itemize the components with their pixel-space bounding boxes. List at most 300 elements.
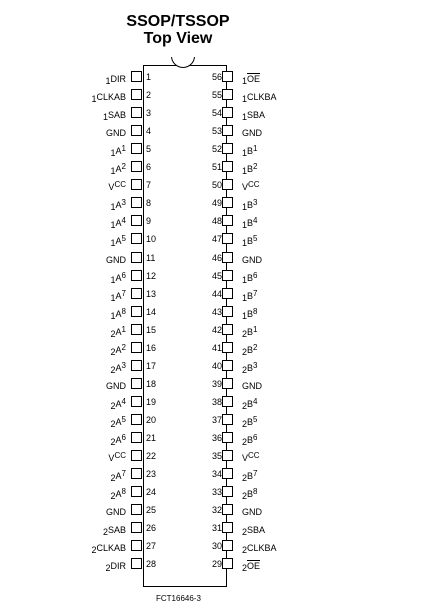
pin-pad <box>131 252 142 263</box>
pin-label <box>111 435 126 446</box>
pin-label <box>242 182 260 193</box>
pin-pad <box>222 540 233 551</box>
pin-label-pre: 1 <box>91 94 97 105</box>
pin-label-mid: GND <box>242 507 262 518</box>
pin-number: 10 <box>146 234 157 245</box>
pin-number: 14 <box>146 306 157 317</box>
pin-number: 8 <box>146 198 152 209</box>
pin-label-suf: 3 <box>253 360 258 370</box>
pin-number: 19 <box>146 396 157 407</box>
pin-label-pre: 2 <box>242 418 248 429</box>
pin-pad <box>222 324 233 335</box>
pin-pad <box>222 288 233 299</box>
pin-label <box>242 396 258 411</box>
pin-pad <box>222 71 233 82</box>
pin-number: 17 <box>146 360 157 371</box>
pin-number: 55 <box>211 90 222 101</box>
pin-label-suf: CC <box>114 180 126 190</box>
pin-label-pre: 2 <box>242 437 248 447</box>
pin-pad <box>131 179 142 190</box>
pin-label-mid: A <box>115 362 122 373</box>
pin-label <box>110 270 126 285</box>
pin-label-suf: 3 <box>121 360 126 370</box>
pin-label-mid: SBA <box>247 525 266 536</box>
pin-number: 21 <box>146 433 157 443</box>
pin-pad <box>222 504 233 515</box>
pin-label-suf: 6 <box>121 433 126 442</box>
pin-label <box>111 471 126 482</box>
pin-label <box>242 342 258 357</box>
pin-number: 50 <box>211 180 222 191</box>
pin-number: 26 <box>146 523 157 534</box>
pin-pad <box>222 558 233 569</box>
pin-pad <box>131 522 142 533</box>
pin-label-pre: 1 <box>110 310 116 321</box>
pin-pad <box>222 89 233 100</box>
pin-label <box>242 255 262 265</box>
pin-label-mid: B <box>247 489 254 500</box>
package-notch <box>171 57 195 73</box>
pin-number: 1 <box>146 72 152 82</box>
pin-pad <box>222 342 233 353</box>
pin-label-suf: CC <box>248 451 260 461</box>
pin-number: 27 <box>146 541 157 552</box>
pin-number: 51 <box>211 162 222 173</box>
pin-pad <box>222 522 233 533</box>
pin-label-mid: GND <box>242 254 262 265</box>
pin-label-mid: A <box>115 290 122 301</box>
pin-label-suf: 4 <box>121 396 126 406</box>
pin-pad <box>222 161 233 172</box>
pin-number: 12 <box>146 270 157 281</box>
pin-number: 34 <box>211 469 222 480</box>
pin-number: 11 <box>146 252 156 263</box>
pin-label-mid: $\overline{OE}$ <box>247 74 261 84</box>
pin-pad <box>222 378 233 389</box>
pin-label-pre: 2 <box>102 527 108 538</box>
pin-pad <box>131 558 142 569</box>
pin-pad <box>131 233 142 244</box>
pin-label-pre: 1 <box>105 76 111 86</box>
pin-label <box>91 543 126 556</box>
pin-label-mid: DIR <box>110 561 126 572</box>
pin-number: 52 <box>211 144 222 155</box>
pin-label-mid: A <box>115 344 122 355</box>
pin-label-suf: CC <box>114 451 126 461</box>
pin-label <box>106 381 126 391</box>
pin-label <box>242 561 261 574</box>
pin-label <box>242 324 258 339</box>
pin-pad <box>131 486 142 497</box>
pin-label-mid: SAB <box>107 110 126 121</box>
pin-label-mid: A <box>115 416 122 427</box>
pin-pad <box>131 306 142 317</box>
pin-number: 31 <box>211 523 222 534</box>
pin-label-mid: B <box>247 435 254 445</box>
pin-label-suf: 8 <box>253 306 258 316</box>
pin-pad <box>222 107 233 118</box>
pin-label-mid: CLKAB <box>96 92 126 103</box>
pin-number: 4 <box>146 126 152 137</box>
pin-label-pre: 1 <box>102 112 108 123</box>
pin-label-pre: 1 <box>110 238 116 249</box>
pin-label-suf: 1 <box>253 324 258 334</box>
pin-pad <box>131 270 142 281</box>
pin-label <box>242 146 257 157</box>
pin-pad <box>131 107 142 118</box>
pin-label-mid: V <box>108 453 115 464</box>
pin-number: 41 <box>211 342 222 353</box>
pin-label <box>242 414 258 429</box>
pin-number: 32 <box>211 505 222 516</box>
pin-label-suf: 6 <box>121 270 126 280</box>
pin-label <box>102 110 126 123</box>
pin-number: 9 <box>146 216 152 227</box>
pin-pad <box>222 396 233 407</box>
pin-label-mid: A <box>115 164 122 175</box>
pin-label <box>242 453 260 464</box>
pin-label-mid: CLKAB <box>96 543 126 554</box>
pin-label <box>111 146 126 157</box>
pin-number: 33 <box>211 487 222 498</box>
pin-label-pre: 1 <box>242 148 248 159</box>
pin-label <box>242 435 257 446</box>
pin-label-pre: 1 <box>242 274 248 285</box>
pin-number: 2 <box>146 90 152 101</box>
pin-pad <box>222 432 233 443</box>
pin-label-suf: 5 <box>121 414 126 424</box>
pin-label-mid: $\overline{OE}$ <box>247 561 261 572</box>
pin-pad <box>131 71 142 82</box>
pin-pad <box>222 486 233 497</box>
pin-label-suf: 8 <box>121 487 126 497</box>
pin-label-pre: 1 <box>242 238 248 249</box>
pin-pad <box>131 432 142 443</box>
pin-label-mid: DIR <box>110 74 126 84</box>
pin-number: 30 <box>211 541 222 552</box>
pin-label-pre: 2 <box>110 437 116 447</box>
pin-label-suf: 2 <box>253 162 258 172</box>
pin-label-mid: B <box>247 416 254 427</box>
pin-number: 20 <box>146 414 157 425</box>
pin-label-suf: 4 <box>253 396 258 406</box>
pin-pad <box>222 306 233 317</box>
pin-label-mid: V <box>242 182 249 193</box>
pin-label-mid: GND <box>242 128 262 139</box>
pin-number: 37 <box>211 414 222 425</box>
pin-label-mid: GND <box>106 380 126 391</box>
pin-label <box>110 288 126 303</box>
diagram-title: SSOP/TSSOP <box>126 13 230 30</box>
pin-label-mid: B <box>247 398 254 409</box>
pin-label-pre: 1 <box>110 202 116 213</box>
pin-label-pre: 1 <box>242 202 248 213</box>
pin-number: 29 <box>211 559 222 570</box>
pin-label-mid: B <box>247 290 254 301</box>
pin-label-pre: 2 <box>242 545 248 556</box>
pin-label <box>242 128 262 138</box>
pin-label-mid: SAB <box>107 525 126 536</box>
pin-label-pre: 1 <box>242 166 248 177</box>
pin-label-suf: 7 <box>253 469 258 479</box>
pin-number: 22 <box>146 451 157 462</box>
pin-number: 3 <box>146 108 152 119</box>
pin-pad <box>222 179 233 190</box>
pin-label-mid: A <box>115 218 122 229</box>
pin-pad <box>131 197 142 208</box>
pin-label-pre: 2 <box>242 491 248 502</box>
pin-label-suf: 1 <box>121 324 126 334</box>
pin-label <box>242 164 257 175</box>
pin-number: 23 <box>146 469 157 480</box>
pin-pad <box>222 270 233 281</box>
pin-number: 24 <box>146 487 157 498</box>
pin-pad <box>222 360 233 371</box>
pin-label-pre: 1 <box>110 220 116 231</box>
pin-label-mid: B <box>247 236 254 247</box>
pin-label-suf: 1 <box>121 144 126 154</box>
pin-label <box>242 92 277 105</box>
pin-label-mid: V <box>108 182 115 193</box>
pin-label <box>242 306 258 321</box>
pin-label <box>108 453 126 464</box>
pin-label-suf: 7 <box>121 469 126 479</box>
pin-number: 43 <box>211 306 222 317</box>
pin-label-pre: 1 <box>242 310 248 321</box>
pin-pad <box>222 125 233 136</box>
pin-number: 46 <box>211 252 222 263</box>
pin-label-suf: 5 <box>121 234 126 244</box>
pin-label-mid: GND <box>106 254 126 265</box>
pin-label-suf: 1 <box>253 144 258 154</box>
pin-label <box>102 525 126 538</box>
pin-number: 18 <box>146 378 157 389</box>
pin-number: 15 <box>146 324 157 335</box>
pin-pad <box>131 143 142 154</box>
pin-label-mid: A <box>115 146 122 157</box>
pin-label-suf: 7 <box>253 288 258 298</box>
pin-label <box>110 396 126 411</box>
pin-label-pre: 2 <box>242 563 248 574</box>
pin-number: 53 <box>211 126 222 137</box>
pin-label <box>111 489 126 500</box>
pin-label-suf: 6 <box>253 433 258 442</box>
pin-pad <box>222 450 233 461</box>
pin-number: 47 <box>211 234 222 245</box>
pin-pad <box>131 468 142 479</box>
pin-pad <box>131 324 142 335</box>
pin-pad <box>222 233 233 244</box>
pin-label-mid: A <box>115 272 122 283</box>
pin-label <box>111 164 126 175</box>
pin-label-suf: 4 <box>253 216 258 226</box>
pin-number: 49 <box>211 198 222 209</box>
pin-label <box>110 360 126 375</box>
pin-label-suf: CC <box>248 180 260 190</box>
pin-label-mid: A <box>115 489 122 500</box>
pin-label <box>242 471 257 482</box>
pin-pad <box>131 540 142 551</box>
pin-label <box>242 525 266 538</box>
pin-pad <box>131 504 142 515</box>
pin-label <box>106 507 126 517</box>
pin-label <box>91 92 126 105</box>
pin-label-pre: 1 <box>110 274 116 285</box>
pin-label-mid: B <box>247 200 254 211</box>
pin-label-pre: 1 <box>110 166 116 177</box>
pin-label-suf: 7 <box>121 288 126 298</box>
pin-label <box>242 507 262 517</box>
pin-label <box>105 74 126 84</box>
pin-label-mid: A <box>115 435 122 445</box>
pin-label <box>106 255 126 265</box>
pin-label-pre: 2 <box>110 346 116 357</box>
pin-label-pre: 1 <box>242 220 248 231</box>
pin-label <box>242 110 266 123</box>
pin-label <box>242 74 260 84</box>
pin-label-mid: GND <box>106 507 126 518</box>
pin-number: 42 <box>211 324 222 335</box>
pin-number: 25 <box>146 505 157 516</box>
pin-label-pre: 2 <box>242 346 248 357</box>
pin-label-mid: B <box>247 308 254 319</box>
pin-number: 45 <box>211 270 222 281</box>
pin-number: 13 <box>146 288 157 299</box>
pin-label-pre: 1 <box>110 292 116 303</box>
pin-label-suf: 4 <box>121 216 126 226</box>
pin-label-mid: B <box>247 344 254 355</box>
pin-label-pre: 2 <box>110 418 116 429</box>
pin-label <box>242 236 257 247</box>
pin-label-suf: 2 <box>121 342 126 352</box>
pin-label-mid: B <box>247 362 254 373</box>
pin-label-pre: 1 <box>110 148 116 159</box>
pin-label-mid: V <box>242 453 249 464</box>
pin-label-suf: 8 <box>121 306 126 316</box>
pin-label-mid: A <box>115 471 122 482</box>
pin-label-mid: A <box>115 200 122 211</box>
pin-label-pre: 1 <box>242 112 248 123</box>
pin-label <box>242 543 277 556</box>
pin-number: 7 <box>146 180 152 191</box>
pin-number: 39 <box>211 378 222 389</box>
pin-label <box>111 236 126 247</box>
pin-label-pre: 2 <box>110 328 116 339</box>
pin-label-mid: B <box>247 471 254 482</box>
pin-label-pre: 2 <box>110 473 116 484</box>
pin-number: 5 <box>146 144 152 155</box>
pin-label-mid: CLKBA <box>247 92 277 103</box>
pin-label-mid: B <box>247 326 254 337</box>
pin-label-mid: GND <box>106 128 126 139</box>
pin-label <box>108 182 126 193</box>
pin-label-pre: 2 <box>91 545 97 556</box>
pin-label-suf: 5 <box>253 234 258 244</box>
pin-number: 16 <box>146 342 157 353</box>
pin-label <box>105 561 126 574</box>
pin-number: 54 <box>211 108 222 119</box>
pin-pad <box>222 414 233 425</box>
pin-pad <box>222 252 233 263</box>
pin-pad <box>131 396 142 407</box>
pin-label-suf: 6 <box>253 270 258 280</box>
pin-label-suf: 2 <box>121 162 126 172</box>
pin-number: 36 <box>211 433 222 443</box>
pin-pad <box>131 360 142 371</box>
pin-label <box>110 324 126 339</box>
pin-number: 56 <box>211 72 222 82</box>
pin-label-mid: CLKBA <box>247 543 277 554</box>
pin-label <box>110 342 126 357</box>
pin-pad <box>222 143 233 154</box>
pin-pad <box>131 378 142 389</box>
pin-pad <box>222 197 233 208</box>
pin-number: 35 <box>211 451 222 462</box>
pin-label-mid: A <box>115 236 122 247</box>
pin-label <box>106 128 126 138</box>
pin-pad <box>131 342 142 353</box>
pin-label-mid: B <box>247 146 254 157</box>
pin-pad <box>222 468 233 479</box>
pin-number: 6 <box>146 162 152 173</box>
pin-label <box>242 200 257 211</box>
pin-label-suf: 3 <box>121 198 126 208</box>
pin-label-pre: 1 <box>242 76 248 86</box>
pin-label <box>242 218 257 229</box>
pin-label-mid: A <box>115 326 122 337</box>
pin-label-pre: 2 <box>110 364 116 375</box>
pin-pad <box>131 89 142 100</box>
pin-pad <box>222 215 233 226</box>
pin-label <box>110 414 126 429</box>
figure-caption: FCT16646-3 <box>156 594 201 603</box>
pin-pad <box>131 125 142 136</box>
pin-label <box>242 288 258 303</box>
pin-label-pre: 2 <box>105 563 111 574</box>
pin-label-pre: 2 <box>242 328 248 339</box>
pin-label <box>242 270 258 285</box>
pin-label-mid: A <box>115 398 122 409</box>
pin-label <box>242 381 262 391</box>
pin-pad <box>131 288 142 299</box>
pin-label-pre: 2 <box>242 473 248 484</box>
diagram-subtitle: Top View <box>143 30 213 47</box>
pin-label-mid: GND <box>242 380 262 391</box>
pin-label-mid: A <box>115 308 122 319</box>
pin-label-mid: SBA <box>247 110 266 121</box>
pin-number: 44 <box>211 288 222 299</box>
pin-pad <box>131 414 142 425</box>
pin-label-suf: 5 <box>253 414 258 424</box>
pin-label-pre: 1 <box>242 292 248 303</box>
pin-label-mid: B <box>247 164 254 175</box>
pin-pad <box>131 161 142 172</box>
pin-label <box>111 218 126 229</box>
pin-label-pre: 2 <box>242 527 248 538</box>
pin-label-suf: 3 <box>253 198 258 208</box>
pin-label-pre: 2 <box>242 400 248 411</box>
pin-label <box>110 306 126 321</box>
pin-label <box>242 360 258 375</box>
pin-number: 40 <box>211 360 222 371</box>
pin-label-pre: 1 <box>242 94 248 105</box>
pin-number: 38 <box>211 396 222 407</box>
pin-label-pre: 2 <box>242 364 248 375</box>
pin-number: 28 <box>146 559 157 570</box>
pin-label <box>111 200 126 211</box>
pin-label-pre: 2 <box>110 491 116 502</box>
pin-number: 48 <box>211 216 222 227</box>
